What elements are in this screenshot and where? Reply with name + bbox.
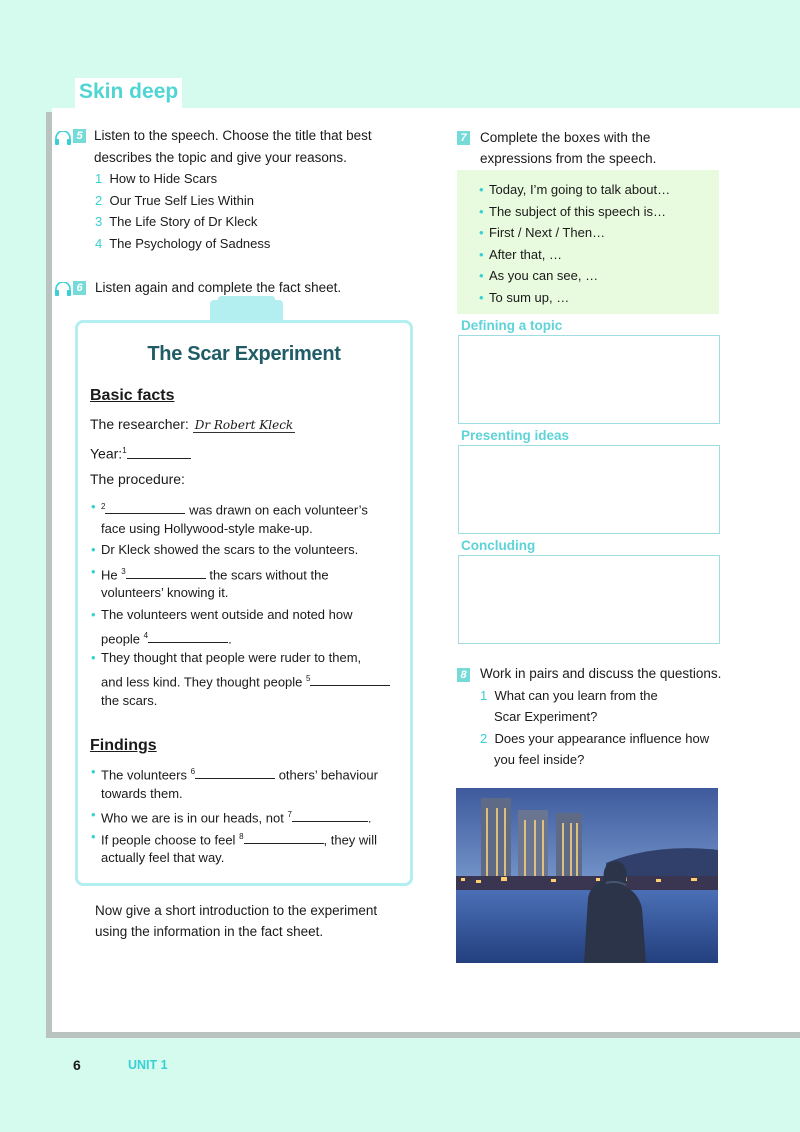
- ex8-instruction: Work in pairs and discuss the questions.: [480, 666, 722, 681]
- follow-up-line1: Now give a short introduction to the experiment: [95, 903, 378, 918]
- follow-up-line2: using the information in the fact sheet.: [95, 924, 324, 939]
- answer-box-presenting[interactable]: [458, 445, 720, 534]
- option-1: 1 How to Hide Scars: [95, 171, 218, 186]
- question-2-cont: you feel inside?: [494, 752, 585, 767]
- procedure-item-cont: volunteers’ knowing it.: [101, 585, 229, 600]
- page-number: 6: [73, 1057, 81, 1073]
- procedure-label: The procedure:: [90, 471, 185, 487]
- ex5-instruction-line2: describes the topic and give your reasons.: [94, 150, 347, 165]
- finding-item-cont: towards them.: [101, 786, 183, 801]
- procedure-item: • $^2$ was drawn on each volunteer’s: [101, 496, 368, 521]
- page-shadow-left: [46, 112, 52, 1037]
- fact-sheet-title: The Scar Experiment: [147, 343, 341, 365]
- ex5-instruction-line1: Listen to the speech. Choose the title that best: [94, 128, 372, 143]
- finding-item: • If people choose to feel $^8$ , they will: [101, 826, 377, 851]
- researcher-value[interactable]: Dr Robert Kleck: [194, 418, 294, 432]
- exercise-number-badge: 5: [73, 129, 86, 143]
- question-1: 1 What can you learn from the: [480, 688, 658, 703]
- exercise-number-badge: 6: [73, 281, 86, 295]
- gap-5[interactable]: [310, 673, 390, 686]
- gap-2[interactable]: [105, 501, 185, 514]
- gap-3[interactable]: [126, 566, 206, 579]
- exercise-number-badge: 8: [457, 668, 470, 682]
- gap-1[interactable]: [127, 446, 191, 459]
- gap-8[interactable]: [244, 831, 324, 844]
- procedure-item-cont: the scars.: [101, 693, 158, 708]
- findings-heading: Findings: [90, 737, 157, 754]
- option-3: 3 The Life Story of Dr Kleck: [95, 214, 258, 229]
- procedure-item-cont: people $^4$ .: [101, 631, 232, 647]
- year-line: Year:$^1$: [90, 441, 191, 464]
- headphones-icon: [54, 131, 72, 145]
- expression-item: • As you can see, …: [489, 265, 598, 287]
- headphones-icon: [54, 282, 72, 296]
- ex7-instruction-line1: Complete the boxes with the: [480, 130, 651, 145]
- ex6-instruction: Listen again and complete the fact sheet.: [95, 280, 342, 295]
- gap-4[interactable]: [148, 630, 228, 643]
- city-night-photo: [456, 788, 718, 963]
- question-1-cont: Scar Experiment?: [494, 709, 598, 724]
- ex7-instruction-line2: expressions from the speech.: [480, 151, 657, 166]
- procedure-item-cont: and less kind. They thought people $^5$: [101, 668, 390, 693]
- procedure-item: • They thought that people were ruder to them,: [101, 647, 361, 669]
- finding-item-cont: actually feel that way.: [101, 850, 225, 865]
- box-label-presenting: Presenting ideas: [461, 428, 570, 443]
- gap-7[interactable]: [292, 809, 368, 822]
- box-label-defining: Defining a topic: [461, 318, 563, 333]
- procedure-item: • Dr Kleck showed the scars to the volunteers.: [101, 539, 358, 561]
- procedure-item: • He $^3$ the scars without the: [101, 561, 329, 586]
- basic-facts-heading: Basic facts: [90, 387, 175, 404]
- researcher-line: The researcher: Dr Robert Kleck: [90, 416, 294, 432]
- finding-item: • The volunteers $^6$ others’ behaviour: [101, 761, 378, 786]
- answer-box-defining[interactable]: [458, 335, 720, 424]
- procedure-item-cont: face using Hollywood-style make-up.: [101, 521, 313, 536]
- expression-item: • First / Next / Then…: [489, 222, 605, 244]
- procedure-item: • The volunteers went outside and noted how: [101, 604, 353, 626]
- expression-item: • To sum up, …: [489, 287, 569, 309]
- unit-label: UNIT 1: [128, 1058, 168, 1072]
- expression-item: • After that, …: [489, 244, 562, 266]
- expression-item: • Today, I’m going to talk about…: [489, 179, 670, 201]
- option-2: 2 Our True Self Lies Within: [95, 193, 254, 208]
- answer-box-concluding[interactable]: [458, 555, 720, 644]
- exercise-number-badge: 7: [457, 131, 470, 145]
- page-shadow-bottom: [46, 1032, 800, 1038]
- page-title: Skin deep: [79, 80, 179, 103]
- option-4: 4 The Psychology of Sadness: [95, 236, 271, 251]
- question-2: 2 Does your appearance influence how: [480, 731, 710, 746]
- box-label-concluding: Concluding: [461, 538, 536, 553]
- gap-6[interactable]: [195, 766, 275, 779]
- finding-item: • Who we are is in our heads, not $^7$ .: [101, 804, 372, 829]
- expression-item: • The subject of this speech is…: [489, 201, 666, 223]
